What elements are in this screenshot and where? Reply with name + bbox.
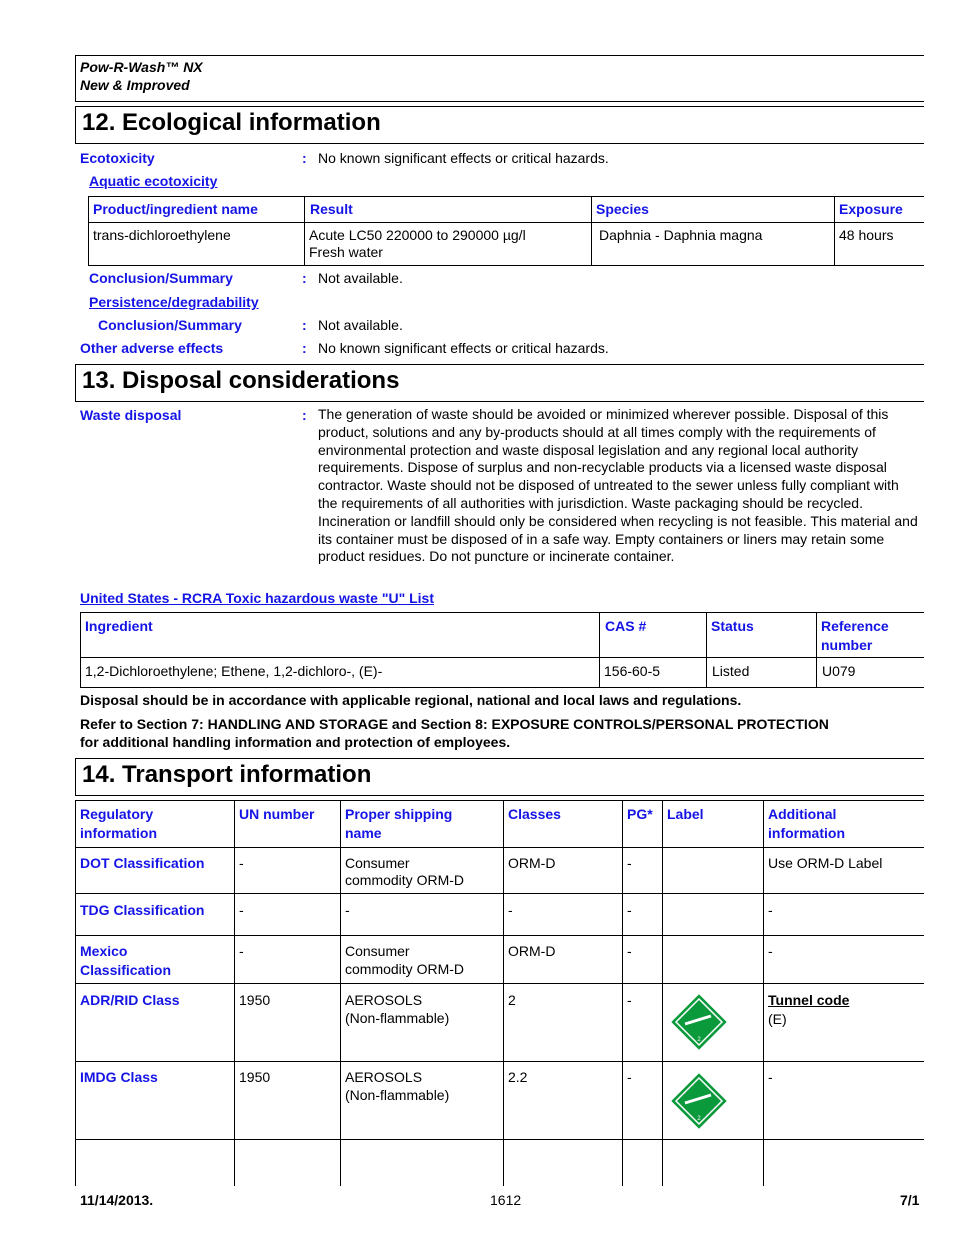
dot-additional: Use ORM-D Label <box>768 855 883 871</box>
colon: : <box>302 407 307 423</box>
imdg-class-label: IMDG Class <box>80 1069 158 1085</box>
col-header-proper-1: Proper shipping <box>345 806 453 822</box>
footer-code: 1612 <box>490 1192 522 1208</box>
waste-disposal-label: Waste disposal <box>80 407 182 423</box>
mexico-additional: - <box>768 943 773 959</box>
cell-cas: 156-60-5 <box>604 663 661 679</box>
col-header-result: Result <box>310 201 353 217</box>
cell-status: Listed <box>712 663 750 679</box>
imdg-un: 1950 <box>239 1069 271 1085</box>
refer-note-1: Refer to Section 7: HANDLING AND STORAGE and Section 8: EXPOSURE CONTROLS/PERSONAL PROTECTION <box>80 716 829 732</box>
dot-un: - <box>239 855 244 871</box>
col-header-additional-2: information <box>768 825 845 841</box>
footer-date: 11/14/2013. <box>80 1192 154 1208</box>
cell-result-1: Acute LC50 220000 to 290000 µg/l <box>309 227 526 243</box>
dot-pg: - <box>627 855 632 871</box>
tdg-classification-label: TDG Classification <box>80 902 205 918</box>
persistence-link[interactable]: Persistence/degradability <box>89 294 259 310</box>
adr-class: 2 <box>508 992 516 1008</box>
mexico-name-1: Consumer <box>345 943 410 959</box>
section-14-title: 14. Transport information <box>75 758 924 796</box>
mexico-classification-label-2: Classification <box>80 962 172 978</box>
imdg-pg: - <box>627 1069 632 1085</box>
col-header-ingredient: Ingredient <box>85 618 153 634</box>
mexico-classification-label-1: Mexico <box>80 943 128 959</box>
section-12-title: 12. Ecological information <box>75 106 924 144</box>
svg-text:2: 2 <box>697 1037 701 1043</box>
non-flammable-gas-diamond-icon <box>671 994 727 1050</box>
mexico-pg: - <box>627 943 632 959</box>
imdg-name-2: (Non-flammable) <box>345 1087 450 1103</box>
tdg-class: - <box>508 902 513 918</box>
cell-product: trans-dichloroethylene <box>93 227 231 243</box>
conclusion2-label: Conclusion/Summary <box>98 317 242 333</box>
col-header-classes: Classes <box>508 806 561 822</box>
non-flammable-gas-diamond-icon <box>671 1073 727 1129</box>
col-header-un: UN number <box>239 806 315 822</box>
product-name: Pow-R-Wash™ NX <box>80 59 203 75</box>
dot-classification-label: DOT Classification <box>80 855 205 871</box>
cell-result-2: Fresh water <box>309 244 383 260</box>
tdg-pg: - <box>627 902 632 918</box>
col-header-proper-2: name <box>345 825 382 841</box>
cell-reference: U079 <box>822 663 856 679</box>
col-header-reference-2: number <box>821 637 873 653</box>
conclusion2-value: Not available. <box>318 317 403 333</box>
footer-page: 7/1 <box>900 1192 920 1208</box>
tunnel-code-label: Tunnel code <box>768 992 850 1008</box>
imdg-name-1: AEROSOLS <box>345 1069 423 1085</box>
col-header-regulatory-2: information <box>80 825 157 841</box>
adr-name-1: AEROSOLS <box>345 992 423 1008</box>
colon: : <box>302 340 307 356</box>
product-subtitle: New & Improved <box>80 77 190 93</box>
ecotoxicity-value: No known significant effects or critical hazards. <box>318 150 609 166</box>
refer-note-2: for additional handling information and protection of employees. <box>80 734 511 750</box>
col-header-reference-1: Reference <box>821 618 889 634</box>
other-effects-label: Other adverse effects <box>80 340 224 356</box>
conclusion-value: Not available. <box>318 270 403 286</box>
adr-un: 1950 <box>239 992 271 1008</box>
cell-ingredient: 1,2-Dichloroethylene; Ethene, 1,2-dichloro-, (E)- <box>85 663 383 679</box>
conclusion-label: Conclusion/Summary <box>89 270 233 286</box>
dot-name-2: commodity ORM-D <box>345 872 465 888</box>
col-header-pg: PG* <box>627 806 653 822</box>
mexico-name-2: commodity ORM-D <box>345 961 465 977</box>
colon: : <box>302 150 307 166</box>
svg-text:2: 2 <box>697 1116 701 1122</box>
tunnel-code-value: (E) <box>768 1011 787 1027</box>
col-header-exposure: Exposure <box>839 201 903 217</box>
col-header-status: Status <box>711 618 754 634</box>
colon: : <box>302 317 307 333</box>
col-header-species: Species <box>596 201 649 217</box>
col-header-product: Product/ingredient name <box>93 201 258 217</box>
imdg-class: 2.2 <box>508 1069 528 1085</box>
mexico-un: - <box>239 943 244 959</box>
dot-class: ORM-D <box>508 855 556 871</box>
ecotoxicity-label: Ecotoxicity <box>80 150 155 166</box>
other-effects-value: No known significant effects or critical hazards. <box>318 340 609 356</box>
imdg-additional: - <box>768 1069 773 1085</box>
tdg-un: - <box>239 902 244 918</box>
disposal-note: Disposal should be in accordance with applicable regional, national and local laws and regulations. <box>80 692 742 708</box>
waste-disposal-text: The generation of waste should be avoided or minimized wherever possible. Disposal of this product, solutions and any by-products should at all times comply with the requirements of environmental protection and waste disposal legislation and any regional local authority requirements. Dispose of surplus and non-recyclable products via a licensed waste disposal contractor. Waste should not be disposed of untreated to the sewer unless fully compliant with the requirements of all authorities with jurisdiction. Waste packaging should be recycled. Incineration or landfill should only be considered when recycling is not feasible. This material and its container must be disposed of in a safe way. Empty containers or liners may retain some product residues. Do not puncture or incinerate container. <box>318 406 918 565</box>
adr-rid-class-label: ADR/RID Class <box>80 992 180 1008</box>
mexico-class: ORM-D <box>508 943 556 959</box>
cell-exposure: 48 hours <box>839 227 894 243</box>
cell-species: Daphnia - Daphnia magna <box>599 227 763 243</box>
dot-name-1: Consumer <box>345 855 410 871</box>
col-header-regulatory-1: Regulatory <box>80 806 154 822</box>
tdg-name: - <box>345 902 350 918</box>
adr-pg: - <box>627 992 632 1008</box>
col-header-cas: CAS # <box>605 618 647 634</box>
rcra-link[interactable]: United States - RCRA Toxic hazardous waste "U" List <box>80 590 434 606</box>
col-header-label: Label <box>667 806 704 822</box>
adr-name-2: (Non-flammable) <box>345 1010 450 1026</box>
tdg-additional: - <box>768 902 773 918</box>
colon: : <box>302 270 307 286</box>
section-13-title: 13. Disposal considerations <box>75 364 924 402</box>
col-header-additional-1: Additional <box>768 806 837 822</box>
aquatic-ecotoxicity-link[interactable]: Aquatic ecotoxicity <box>89 173 218 189</box>
